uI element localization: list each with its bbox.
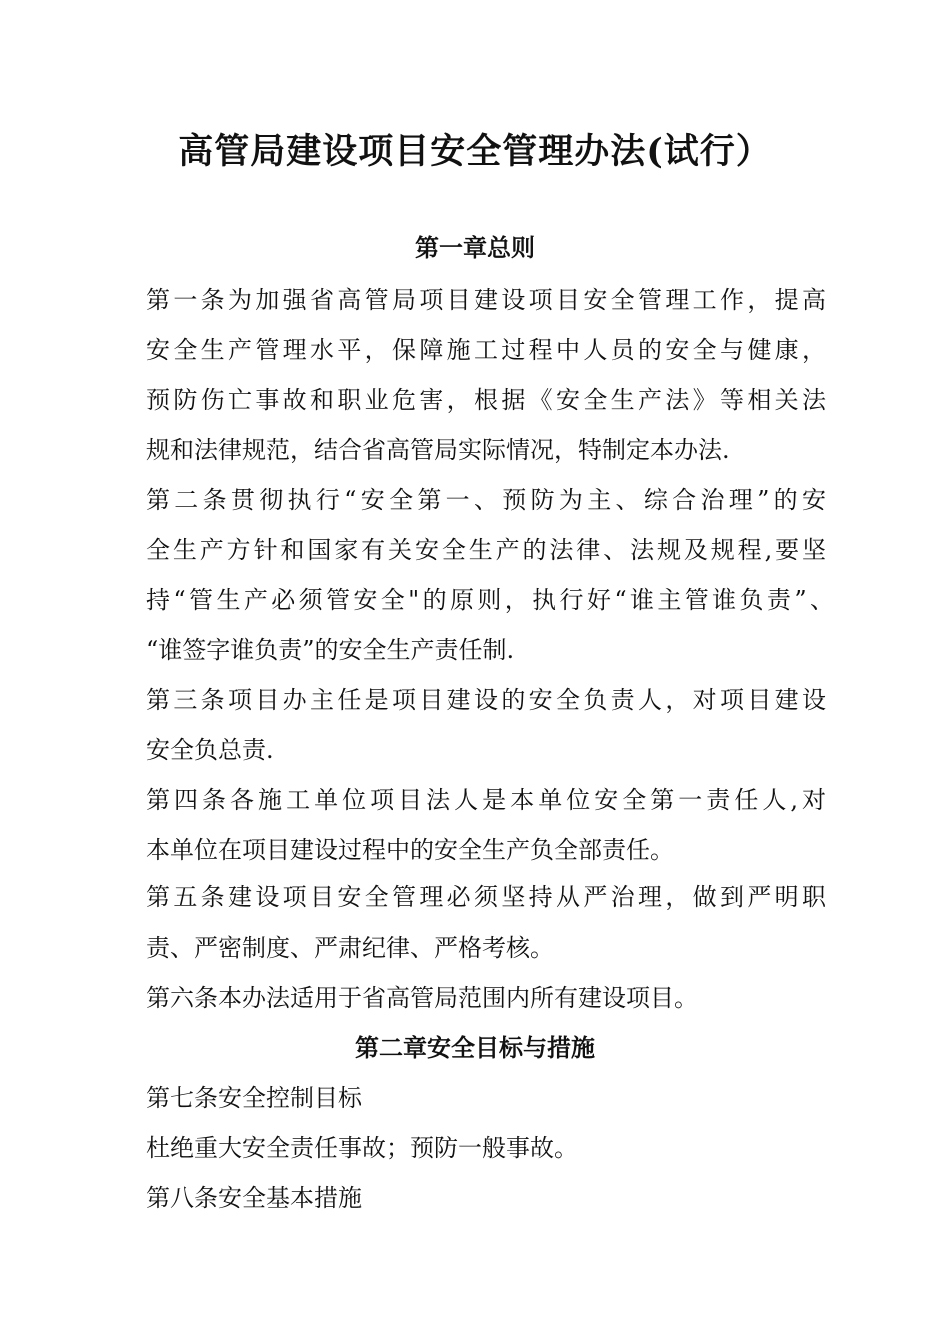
paragraph-line: 第七条安全控制目标 [146, 1084, 362, 1112]
paragraph-line: “谁签字谁负责”的安全生产责任制. [146, 636, 515, 664]
paragraph-line: 全生产方针和国家有关安全生产的法律、法规及规程,要坚 [146, 536, 826, 564]
paragraph-line: 本单位在项目建设过程中的安全生产负全部责任。 [146, 836, 674, 864]
paragraph-line: 安全生产管理水平，保障施工过程中人员的安全与健康， [146, 336, 826, 364]
chapter-1-heading: 第一章总则 [415, 233, 535, 262]
paragraph-line: 第五条建设项目安全管理必须坚持从严治理，做到严明职 [146, 883, 826, 911]
paragraph-line: 预防伤亡事故和职业危害，根据《安全生产法》等相关法 [146, 386, 826, 414]
paragraph-line: 杜绝重大安全责任事故；预防一般事故。 [146, 1134, 578, 1162]
paragraph-line: 第二条贯彻执行“安全第一、预防为主、综合治理”的安 [146, 486, 826, 514]
paragraph-line: 第六条本办法适用于省高管局范围内所有建设项目。 [146, 984, 698, 1012]
paragraph-line: 安全负总责. [146, 736, 274, 764]
paragraph-line: 第三条项目办主任是项目建设的安全负责人，对项目建设 [146, 686, 826, 714]
chapter-2-heading: 第二章安全目标与措施 [355, 1033, 595, 1062]
paragraph-line: 持“管生产必须管安全"的原则，执行好“谁主管谁负责”、 [146, 586, 834, 614]
paragraph-line: 责、严密制度、严肃纪律、严格考核。 [146, 934, 554, 962]
paragraph-line: 第一条为加强省高管局项目建设项目安全管理工作，提高 [146, 286, 826, 314]
paragraph-line: 第八条安全基本措施 [146, 1184, 362, 1212]
document-title: 高管局建设项目安全管理办法(试行） [178, 131, 772, 172]
paragraph-line: 规和法律规范，结合省高管局实际情况，特制定本办法. [146, 436, 730, 464]
paragraph-line: 第四条各施工单位项目法人是本单位安全第一责任人,对 [146, 786, 826, 814]
